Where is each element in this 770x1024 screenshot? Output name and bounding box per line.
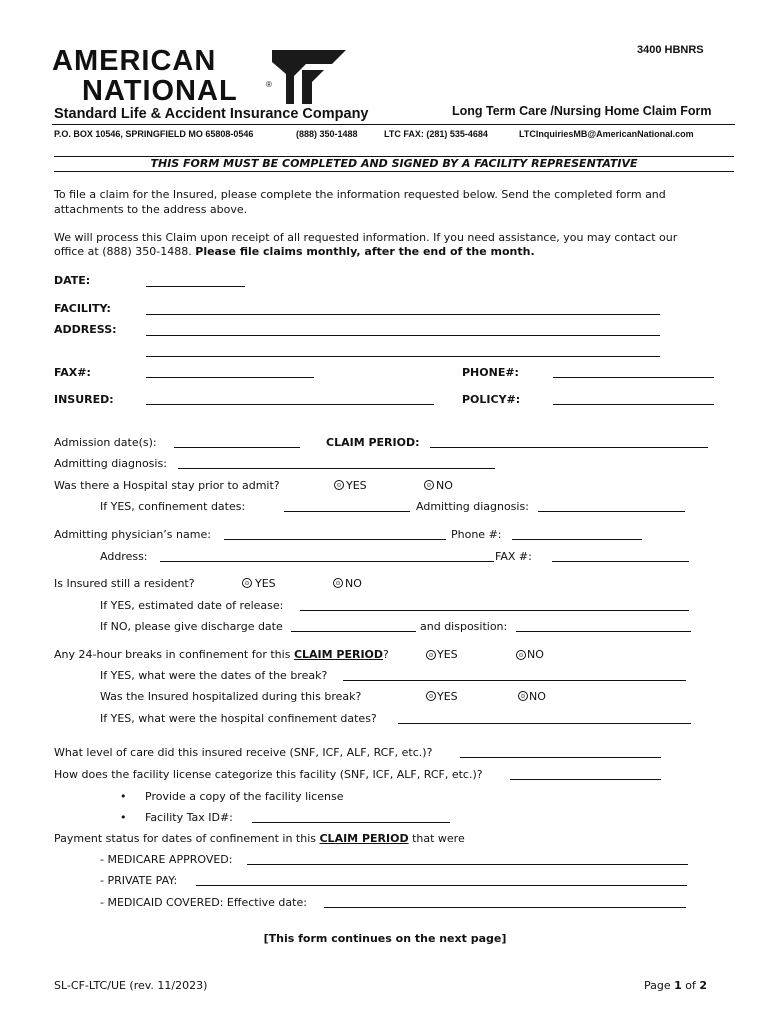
tax-id-field[interactable] [252,822,450,823]
medicaid-label: - MEDICAID COVERED: Effective date: [100,896,307,909]
logo-line-2: NATIONAL [82,75,238,107]
claim-period-field[interactable] [430,447,708,448]
fax-field[interactable] [146,377,314,378]
intro-phone-text: office at (888) 350-1488. [54,245,196,258]
eagle-logo-icon [272,48,350,106]
logo-registered-mark: ® [266,80,272,89]
banner-text: THIS FORM MUST BE COMPLETED AND SIGNED BY A FACILITY REPRESENTATIVE [150,157,638,170]
level-of-care-question: What level of care did this insured receive (SNF, ICF, ALF, RCF, etc.)? [54,746,433,759]
still-resident-yes-label: YES [255,577,276,590]
breaks-no-radio[interactable] [516,650,526,660]
still-resident-question: Is Insured still a resident? [54,577,195,590]
hospitalized-break-question: Was the Insured hospitalized during this break? [100,690,362,703]
current-page: 1 [674,979,682,992]
admitting-diagnosis-2-field[interactable] [538,511,685,512]
level-of-care-field[interactable] [460,757,661,758]
bullet-2-dot: • [120,811,127,824]
hospital-confinement-dates-label: If YES, what were the hospital confinement dates? [100,712,377,725]
admitting-diagnosis-label: Admitting diagnosis: [54,457,167,470]
breaks-question [54,648,389,661]
license-category-field[interactable] [510,779,661,780]
breaks-question-mark: ? [383,648,389,661]
admission-date-label: Admission date(s): [54,436,157,449]
hospitalized-break-yes-radio[interactable] [426,691,436,701]
hospital-prior-yes-radio[interactable] [334,480,344,490]
phone-label: PHONE#: [462,366,519,379]
physician-phone-field[interactable] [512,539,642,540]
license-copy-instruction: Provide a copy of the facility license [145,790,344,803]
breaks-claim-period: CLAIM PERIOD [293,648,384,661]
address-label: ADDRESS: [54,323,117,336]
disposition-label: and disposition: [420,620,508,633]
hospital-prior-no-radio[interactable] [424,480,434,490]
medicare-label: - MEDICARE APPROVED: [100,853,233,866]
total-pages: 2 [699,979,708,992]
disposition-field[interactable] [516,631,691,632]
facility-field[interactable] [146,314,660,315]
form-code: 3400 HBNRS [637,44,704,56]
hospitalized-break-yes-label: YES [437,690,458,703]
admitting-diagnosis-2-label: Admitting diagnosis: [416,500,529,513]
insured-field[interactable] [146,404,434,405]
license-category-question: How does the facility license categorize this facility (SNF, ICF, ALF, RCF, etc.)? [54,768,483,781]
hospital-prior-question: Was there a Hospital stay prior to admit? [54,479,280,492]
release-date-label: If YES, estimated date of release: [100,599,284,612]
policy-field[interactable] [553,404,714,405]
payment-claim-period: CLAIM PERIOD [319,832,409,845]
form-revision-code: SL-CF-LTC/UE (rev. 11/2023) [54,979,208,992]
admitting-diagnosis-field[interactable] [178,468,495,469]
hospitalized-break-no-label: NO [529,690,546,703]
breaks-no-label: NO [527,648,544,661]
medicaid-field[interactable] [324,907,686,908]
breaks-yes-radio[interactable] [426,650,436,660]
hospital-confinement-dates-field[interactable] [398,723,691,724]
policy-label: POLICY#: [462,393,521,406]
private-pay-field[interactable] [196,885,687,886]
page-word: Page [644,979,675,992]
date-field[interactable] [146,286,245,287]
still-resident-yes-radio[interactable] [242,578,252,588]
payment-status-lead: Payment status for dates of confinement in this [54,832,320,845]
confinement-dates-label: If YES, confinement dates: [100,500,246,513]
release-date-field[interactable] [300,610,689,611]
breaks-question-text: Any 24-hour breaks in confinement for this [54,648,294,661]
medicare-field[interactable] [247,864,688,865]
intro-paragraph-2-line-1: We will process this Claim upon receipt of all requested information. If you need assistance, you may contact our [54,231,678,244]
admission-date-field[interactable] [174,447,300,448]
intro-paragraph-1-line-2: attachments to the address above. [54,203,248,216]
header-rule [52,124,735,125]
bullet-1-dot: • [120,790,127,803]
physician-address-field[interactable] [160,561,494,562]
still-resident-no-radio[interactable] [333,578,343,588]
address-field-line-2[interactable] [146,356,660,357]
hospitalized-break-no-radio[interactable] [518,691,528,701]
phone-number: (888) 350-1488 [296,129,358,139]
fax-label: FAX#: [54,366,91,379]
page-number [644,979,707,992]
fax-number: LTC FAX: (281) 535-4684 [384,129,488,139]
hospital-prior-no-label: NO [436,479,453,492]
physician-address-label: Address: [100,550,148,563]
private-pay-label: - PRIVATE PAY: [100,874,178,887]
intro-monthly-note: Please file claims monthly, after the end of the month. [195,245,535,258]
claim-period-label: CLAIM PERIOD: [326,436,420,449]
company-name: Standard Life & Accident Insurance Company [54,106,369,122]
contact-email: LTCInquiriesMB@AmericanNational.com [519,129,694,139]
page-of: of [681,979,700,992]
date-label: DATE: [54,274,91,287]
discharge-date-field[interactable] [291,631,416,632]
physician-name-field[interactable] [224,539,446,540]
physician-fax-field[interactable] [552,561,689,562]
physician-fax-label: FAX #: [495,550,532,563]
still-resident-no-label: NO [345,577,362,590]
address-field-line-1[interactable] [146,335,660,336]
intro-paragraph-1-line-1: To file a claim for the Insured, please complete the information requested below. Send the completed form and [54,188,666,201]
breaks-yes-label: YES [437,648,458,661]
facility-label: FACILITY: [54,302,111,315]
confinement-dates-field[interactable] [284,511,410,512]
payment-status-tail: that were [408,832,465,845]
discharge-date-label: If NO, please give discharge date [100,620,283,633]
intro-paragraph-2-line-2 [54,245,535,258]
physician-name-label: Admitting physician’s name: [54,528,211,541]
break-dates-field[interactable] [343,680,686,681]
physician-phone-label: Phone #: [451,528,502,541]
form-title: Long Term Care /Nursing Home Claim Form [452,104,712,118]
logo-line-1: AMERICAN [52,45,217,77]
payment-status-text [54,832,465,845]
insured-label: INSURED: [54,393,114,406]
continues-note: [This form continues on the next page] [263,932,507,945]
break-dates-label: If YES, what were the dates of the break? [100,669,328,682]
mailing-address: P.O. BOX 10546, SPRINGFIELD MO 65808-0546 [54,129,254,139]
tax-id-label: Facility Tax ID#: [145,811,233,824]
hospital-prior-yes-label: YES [346,479,367,492]
phone-field[interactable] [553,377,714,378]
